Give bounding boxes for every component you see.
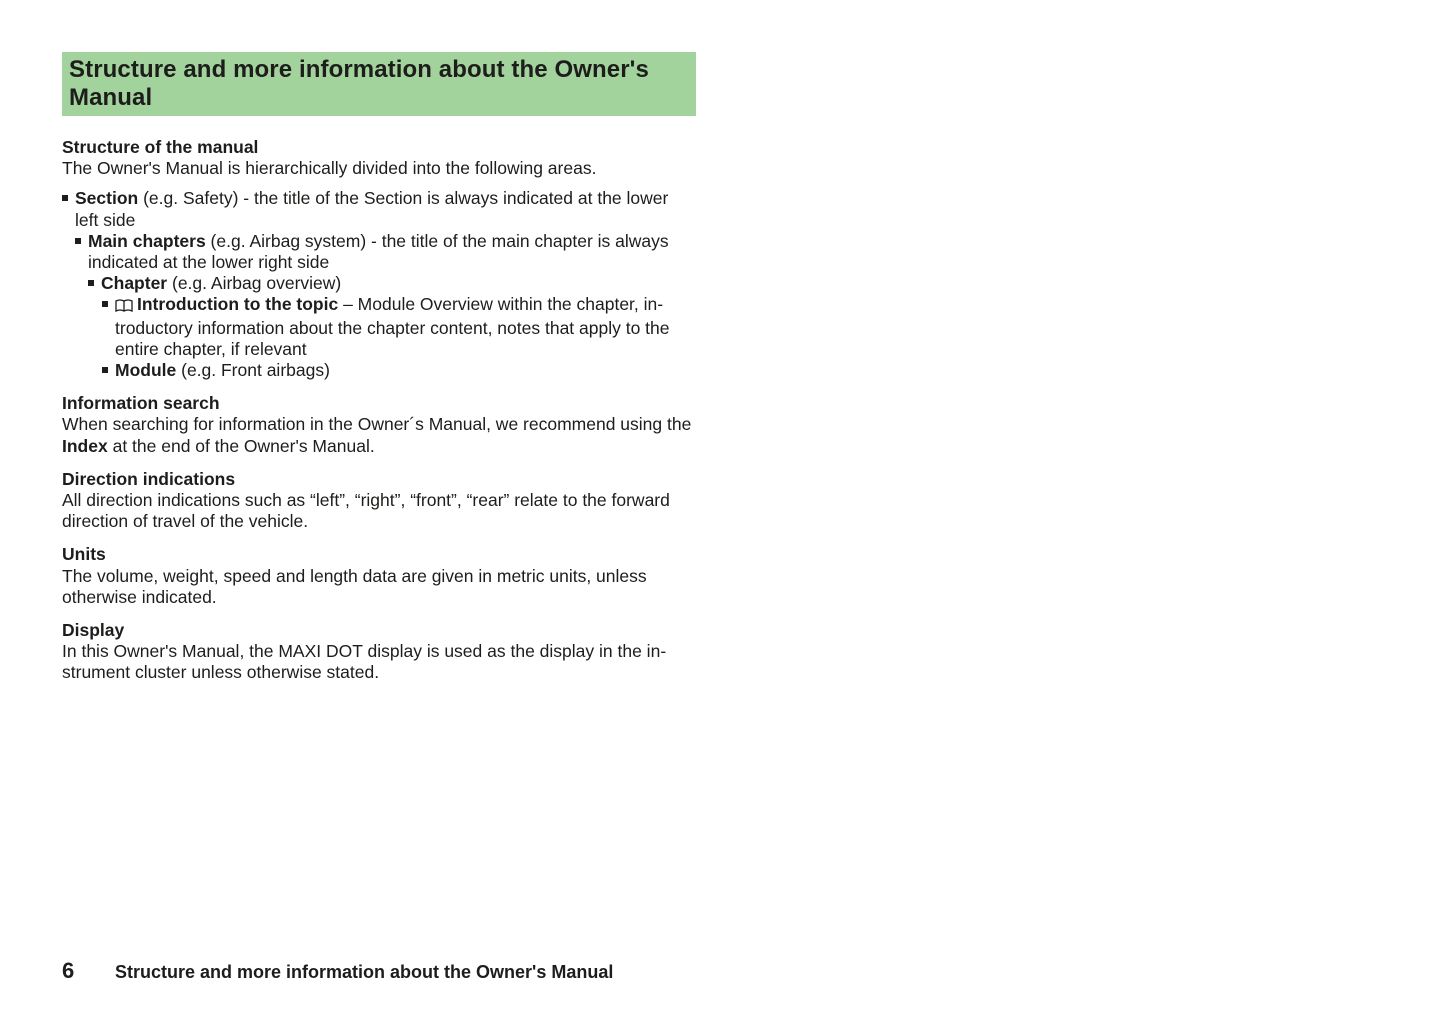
item-text: (e.g. Safety) - the title of the Section is always indicated at the lower left side	[75, 188, 669, 230]
units-text: The volume, weight, speed and length data are given in metric units, unless otherwise indicated.	[62, 565, 647, 607]
page-title-banner	[62, 52, 696, 116]
list-item-main-chapters	[75, 231, 696, 273]
information-search-text	[62, 414, 696, 456]
bullet-square-icon	[102, 301, 108, 307]
text-part: at the end of the Owner's Manual.	[107, 435, 375, 456]
list-item-chapter	[88, 273, 696, 294]
item-term: Introduction to the topic	[137, 294, 339, 315]
page-number: 6	[62, 958, 75, 983]
list-item-module	[102, 360, 696, 381]
information-search-section	[62, 393, 696, 457]
direction-heading: Direction indications	[62, 468, 236, 489]
units-section	[62, 544, 696, 608]
structure-section	[62, 137, 696, 381]
item-term: Section	[75, 188, 139, 209]
units-heading: Units	[62, 544, 106, 565]
index-term: Index	[62, 435, 108, 456]
list-item-section	[62, 188, 696, 230]
bullet-square-icon	[62, 195, 68, 201]
bullet-square-icon	[75, 238, 81, 244]
bullet-square-icon	[102, 367, 108, 373]
book-icon	[115, 296, 133, 317]
item-text: (e.g. Airbag system) - the title of the main chapter is always indicated at the lower right side	[88, 230, 669, 273]
list-item-introduction	[102, 294, 696, 360]
structure-heading: Structure of the manual	[62, 137, 259, 157]
structure-list	[62, 188, 696, 381]
information-search-heading: Information search	[62, 393, 220, 414]
item-term: Module	[115, 360, 177, 381]
bullet-square-icon	[88, 280, 94, 286]
structure-intro: The Owner's Manual is hierarchically divided into the following areas.	[62, 158, 597, 179]
running-title: Structure and more information about the Owner's Manual	[115, 962, 614, 982]
item-term: Main chapters	[88, 230, 206, 251]
item-text: – Module Overview within the chapter, introductory information about the chapter content, notes that apply to the entire chapter, if relevant	[115, 294, 670, 359]
item-text: (e.g. Front airbags)	[176, 360, 330, 381]
content-column	[62, 52, 696, 684]
direction-section	[62, 469, 696, 533]
text-part: When searching for information in the Owner´s Manual, we recommend using the	[62, 414, 692, 435]
item-term: Chapter	[101, 273, 168, 294]
display-heading: Display	[62, 620, 125, 641]
item-text: (e.g. Airbag overview)	[167, 273, 342, 294]
direction-text: All direction indications such as “left”, “right”, “front”, “rear” relate to the forward direction of travel of the vehicle.	[62, 490, 670, 532]
page-title: Structure and more information about the Owner's Manual	[69, 56, 649, 111]
display-text: In this Owner's Manual, the MAXI DOT display is used as the display in the instrument cluster unless otherwise stated.	[62, 641, 667, 683]
display-section	[62, 620, 696, 684]
